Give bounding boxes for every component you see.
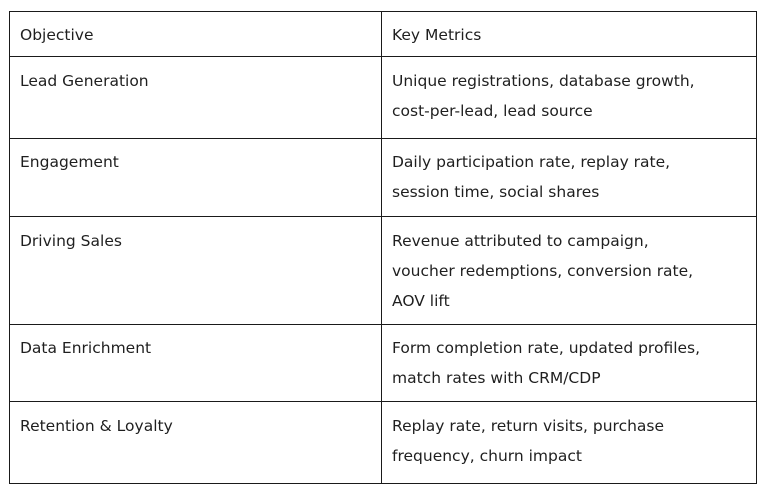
objectives-metrics-table [9, 11, 757, 484]
header-objective: Objective [10, 12, 382, 57]
objective-cell: Data Enrichment [10, 325, 382, 402]
header-key-metrics: Key Metrics [382, 12, 757, 57]
table-row [10, 57, 757, 139]
metrics-cell: Replay rate, return visits, purchase frequency, churn impact [382, 402, 757, 484]
objective-cell: Driving Sales [10, 217, 382, 325]
metrics-cell: Daily participation rate, replay rate, session time, social shares [382, 139, 757, 217]
objective-cell: Retention & Loyalty [10, 402, 382, 484]
objective-cell: Lead Generation [10, 57, 382, 139]
table-row [10, 402, 757, 484]
objective-cell: Engagement [10, 139, 382, 217]
metrics-cell: Form completion rate, updated profiles, match rates with CRM/CDP [382, 325, 757, 402]
table-row [10, 139, 757, 217]
table-header-row [10, 12, 757, 57]
metrics-cell: Unique registrations, database growth, cost-per-lead, lead source [382, 57, 757, 139]
table-row [10, 325, 757, 402]
metrics-cell: Revenue attributed to campaign, voucher redemptions, conversion rate, AOV lift [382, 217, 757, 325]
table-row [10, 217, 757, 325]
